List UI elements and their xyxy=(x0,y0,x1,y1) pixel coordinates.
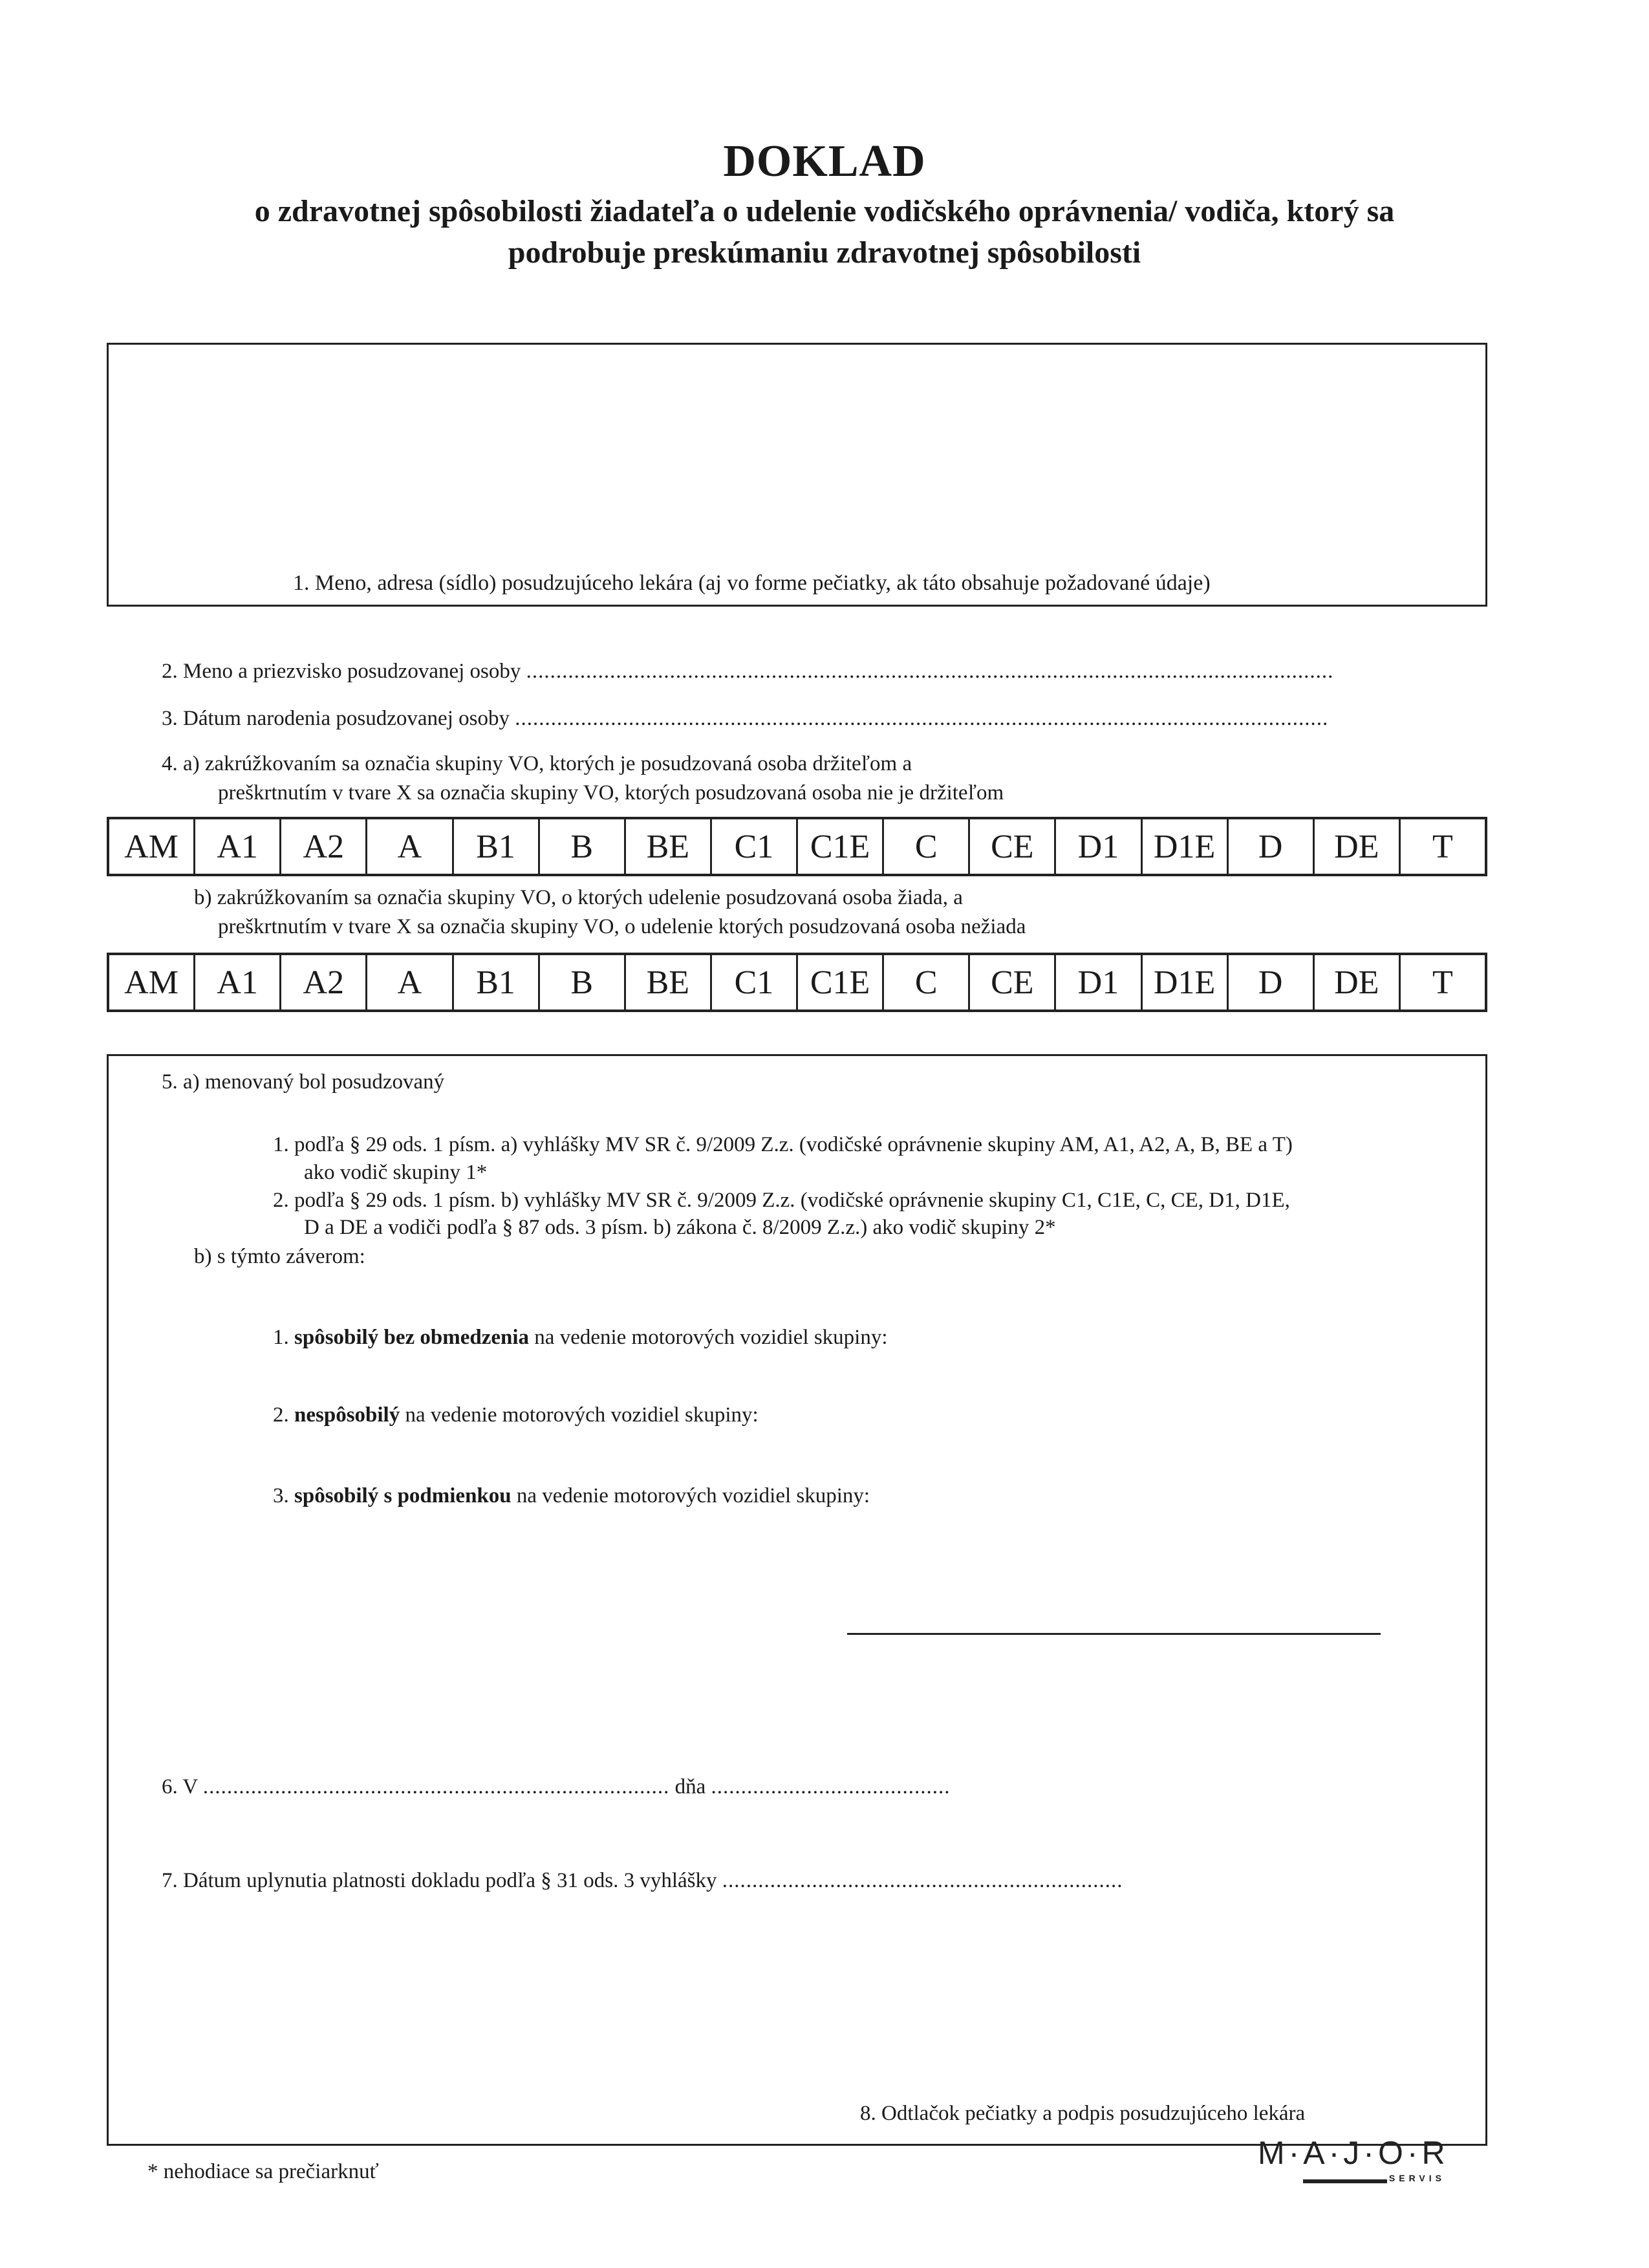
requested-group-cell[interactable]: A xyxy=(367,955,453,1010)
held-group-cell[interactable]: B1 xyxy=(454,819,540,874)
requested-group-cell[interactable]: AM xyxy=(109,955,195,1010)
held-group-cell[interactable]: B xyxy=(540,819,626,874)
section4b-line2: preškrtnutím v tvare X sa označia skupiny VO, o udelenie ktorých posudzovaná osoba nežiada xyxy=(218,915,1026,938)
document-title: DOKLAD xyxy=(723,136,926,186)
date-label: dňa xyxy=(674,1775,706,1798)
section4a-line2: preškrtnutím v tvare X sa označia skupiny VO, ktorých posudzovaná osoba nie je držiteľom xyxy=(218,781,1004,805)
requested-group-cell[interactable]: D1 xyxy=(1056,955,1142,1010)
requested-group-cell[interactable]: BE xyxy=(626,955,712,1010)
requested-group-cell[interactable]: D xyxy=(1229,955,1315,1010)
requested-group-cell[interactable]: D1E xyxy=(1143,955,1229,1010)
held-group-cell[interactable]: D xyxy=(1229,819,1315,874)
subtitle-line-1: o zdravotnej spôsobilosti žiadateľa o udelenie vodičského oprávnenia/ vodiča, ktorý sa xyxy=(254,194,1395,228)
person-name-label: 2. Meno a priezvisko posudzovanej osoby xyxy=(162,660,521,683)
held-group-cell[interactable]: A2 xyxy=(281,819,367,874)
place-dots: .............................................................................. xyxy=(202,1775,670,1798)
section5-item1-line2: ako vodič skupiny 1* xyxy=(304,1161,488,1184)
conclusion-fit-text: na vedenie motorových vozidiel skupiny: xyxy=(534,1326,888,1349)
requested-group-cell[interactable]: B xyxy=(540,955,626,1010)
place-label: 6. V xyxy=(162,1775,198,1798)
section5-item2-line1[interactable]: 2. podľa § 29 ods. 1 písm. b) vyhlášky MV SR č. 9/2009 Z.z. (vodičské oprávnenie skupiny C1, C1E, C, CE, D1, D1E, xyxy=(273,1189,1290,1212)
logo-bar xyxy=(1303,2179,1387,2183)
conclusion-conditional-bold: spôsobilý s podmienkou xyxy=(294,1484,512,1507)
conclusion-fit-number: 1. xyxy=(273,1326,289,1349)
held-group-cell[interactable]: T xyxy=(1432,828,1453,865)
conclusion-fit-bold: spôsobilý bez obmedzenia xyxy=(294,1326,530,1349)
footnote: * nehodiace sa prečiarknuť xyxy=(147,2160,379,2183)
requested-group-cell[interactable]: A1 xyxy=(195,955,281,1010)
held-group-cell[interactable]: D1 xyxy=(1056,819,1142,874)
requested-group-cell[interactable]: T xyxy=(1432,964,1453,1001)
signature-label: 8. Odtlačok pečiatky a podpis posudzujúceho lekára xyxy=(860,2102,1306,2125)
held-group-cell[interactable]: CE xyxy=(970,819,1056,874)
requested-group-cell[interactable]: C1 xyxy=(712,955,798,1010)
held-groups-row xyxy=(107,817,1487,876)
held-group-cell[interactable]: A xyxy=(367,819,453,874)
expiry-dots: ................................................................... xyxy=(722,1869,1123,1892)
conclusion-unfit-bold: nespôsobilý xyxy=(294,1403,400,1427)
person-name-dots: ....................................................................................................................................... xyxy=(526,660,1334,683)
major-servis-logo xyxy=(1258,2134,1449,2192)
section5a-label: 5. a) menovaný bol posudzovaný xyxy=(162,1070,445,1094)
held-group-cell[interactable]: D1E xyxy=(1143,819,1229,874)
requested-group-cell[interactable]: DE xyxy=(1315,955,1401,1010)
date-dots: ........................................ xyxy=(711,1775,951,1798)
section4a-line1: 4. a) zakrúžkovaním sa označia skupiny VO, ktorých je posudzovaná osoba držiteľom a xyxy=(162,752,912,775)
logo-sub-text: SERVIS xyxy=(1388,2173,1445,2183)
birth-date-dots: ........................................................................................................................................ xyxy=(515,707,1329,730)
requested-group-cell[interactable]: A2 xyxy=(281,955,367,1010)
requested-group-cell[interactable]: C xyxy=(884,955,970,1010)
signature-line[interactable] xyxy=(847,1633,1381,1635)
conclusion-unfit-number: 2. xyxy=(273,1403,289,1427)
requested-groups-row xyxy=(107,953,1487,1012)
subtitle-line-2: podrobuje preskúmaniu zdravotnej spôsobilosti xyxy=(508,235,1141,270)
held-group-cell[interactable]: DE xyxy=(1315,819,1401,874)
field-person-name[interactable] xyxy=(162,660,1333,684)
held-group-cell[interactable]: AM xyxy=(109,819,195,874)
section5-item2-line2: D a DE a vodiči podľa § 87 ods. 3 písm. b) zákona č. 8/2009 Z.z.) ako vodič skupiny 2* xyxy=(304,1216,1056,1239)
conclusion-conditional-number: 3. xyxy=(273,1484,289,1507)
held-group-cell[interactable]: BE xyxy=(626,819,712,874)
conclusion-conditional[interactable] xyxy=(273,1484,870,1508)
conclusion-fit[interactable] xyxy=(273,1326,888,1350)
expiry-label: 7. Dátum uplynutia platnosti dokladu podľa § 31 ods. 3 vyhlášky xyxy=(162,1869,717,1892)
conclusion-unfit-text: na vedenie motorových vozidiel skupiny: xyxy=(405,1403,759,1427)
requested-group-cell[interactable]: B1 xyxy=(454,955,540,1010)
held-group-cell[interactable]: C xyxy=(884,819,970,874)
conclusion-conditional-text: na vedenie motorových vozidiel skupiny: xyxy=(516,1484,870,1507)
document-subtitle xyxy=(0,191,1649,274)
section4b-line1: b) zakrúžkovaním sa označia skupiny VO, o ktorých udelenie posudzovaná osoba žiada, a xyxy=(194,886,963,909)
conclusion-unfit[interactable] xyxy=(273,1403,759,1427)
requested-group-cell[interactable]: CE xyxy=(970,955,1056,1010)
logo-main-text: M·A·J·O·R xyxy=(1258,2135,1449,2171)
birth-date-label: 3. Dátum narodenia posudzovanej osoby xyxy=(162,707,510,730)
field-birth-date[interactable] xyxy=(162,707,1328,731)
section5-item1-line1[interactable]: 1. podľa § 29 ods. 1 písm. a) vyhlášky MV SR č. 9/2009 Z.z. (vodičské oprávnenie skupiny AM, A1, A2, A, B, BE a T) xyxy=(273,1133,1293,1156)
doctor-info-label: 1. Meno, adresa (sídlo) posudzujúceho lekára (aj vo forme pečiatky, ak táto obsahuje požadované údaje) xyxy=(293,571,1211,595)
held-group-cell[interactable]: C1 xyxy=(712,819,798,874)
held-group-cell[interactable]: C1E xyxy=(798,819,884,874)
field-expiry-date[interactable] xyxy=(162,1869,1123,1893)
held-group-cell[interactable]: A1 xyxy=(195,819,281,874)
doctor-info-box[interactable] xyxy=(107,343,1487,607)
field-place-date[interactable] xyxy=(162,1775,951,1799)
section5b-label: b) s týmto záverom: xyxy=(194,1245,365,1268)
requested-group-cell[interactable]: C1E xyxy=(798,955,884,1010)
